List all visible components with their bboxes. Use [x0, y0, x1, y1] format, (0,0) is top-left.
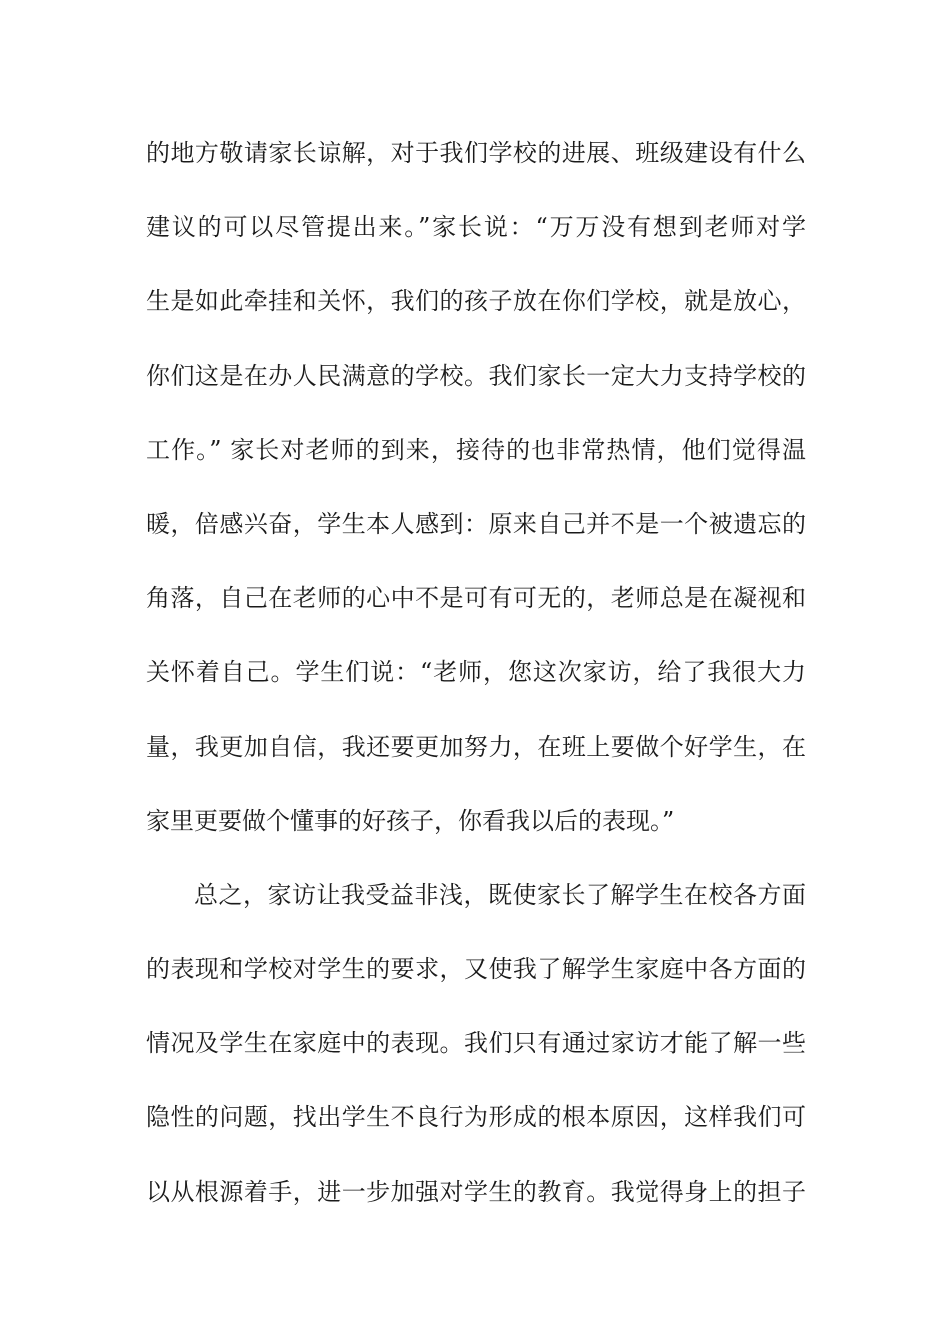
text-line: 情况及学生在家庭中的表现。我们只有通过家访才能了解一些: [146, 1029, 806, 1058]
paragraph-2: [146, 873, 806, 1244]
text-line: 以从根源着手，进一步加强对学生的教育。我觉得身上的担子: [146, 1177, 806, 1206]
paragraph-1: [146, 131, 806, 873]
text-line: 建议的可以尽管提出来。”家长说：“万万没有想到老师对学: [146, 213, 806, 242]
text-line: 工作。” 家长对老师的到来，接待的也非常热情，他们觉得温: [146, 435, 806, 464]
text-line: 生是如此牵挂和关怀，我们的孩子放在你们学校，就是放心，: [146, 287, 806, 316]
text-line: 角落，自己在老师的心中不是可有可无的，老师总是在凝视和: [146, 584, 806, 613]
text-line: 总之，家访让我受益非浅，既使家长了解学生在校各方面: [194, 880, 806, 909]
text-line: 量，我更加自信，我还要更加努力，在班上要做个好学生，在: [146, 732, 806, 761]
text-line: 你们这是在办人民满意的学校。我们家长一定大力支持学校的: [146, 361, 806, 390]
text-line: 的表现和学校对学生的要求，又使我了解学生家庭中各方面的: [146, 955, 806, 984]
text-line: 的地方敬请家长谅解，对于我们学校的进展、班级建设有什么: [146, 139, 806, 167]
text-line: 关怀着自己。学生们说：“老师，您这次家访，给了我很大力: [146, 658, 806, 687]
text-line: 暖，倍感兴奋，学生本人感到：原来自己并不是一个被遗忘的: [146, 509, 806, 538]
text-line: 家里更要做个懂事的好孩子，你看我以后的表现。”: [146, 806, 675, 835]
body-text: [146, 131, 806, 1244]
text-line: 隐性的问题，找出学生不良行为形成的根本原因，这样我们可: [146, 1103, 806, 1132]
